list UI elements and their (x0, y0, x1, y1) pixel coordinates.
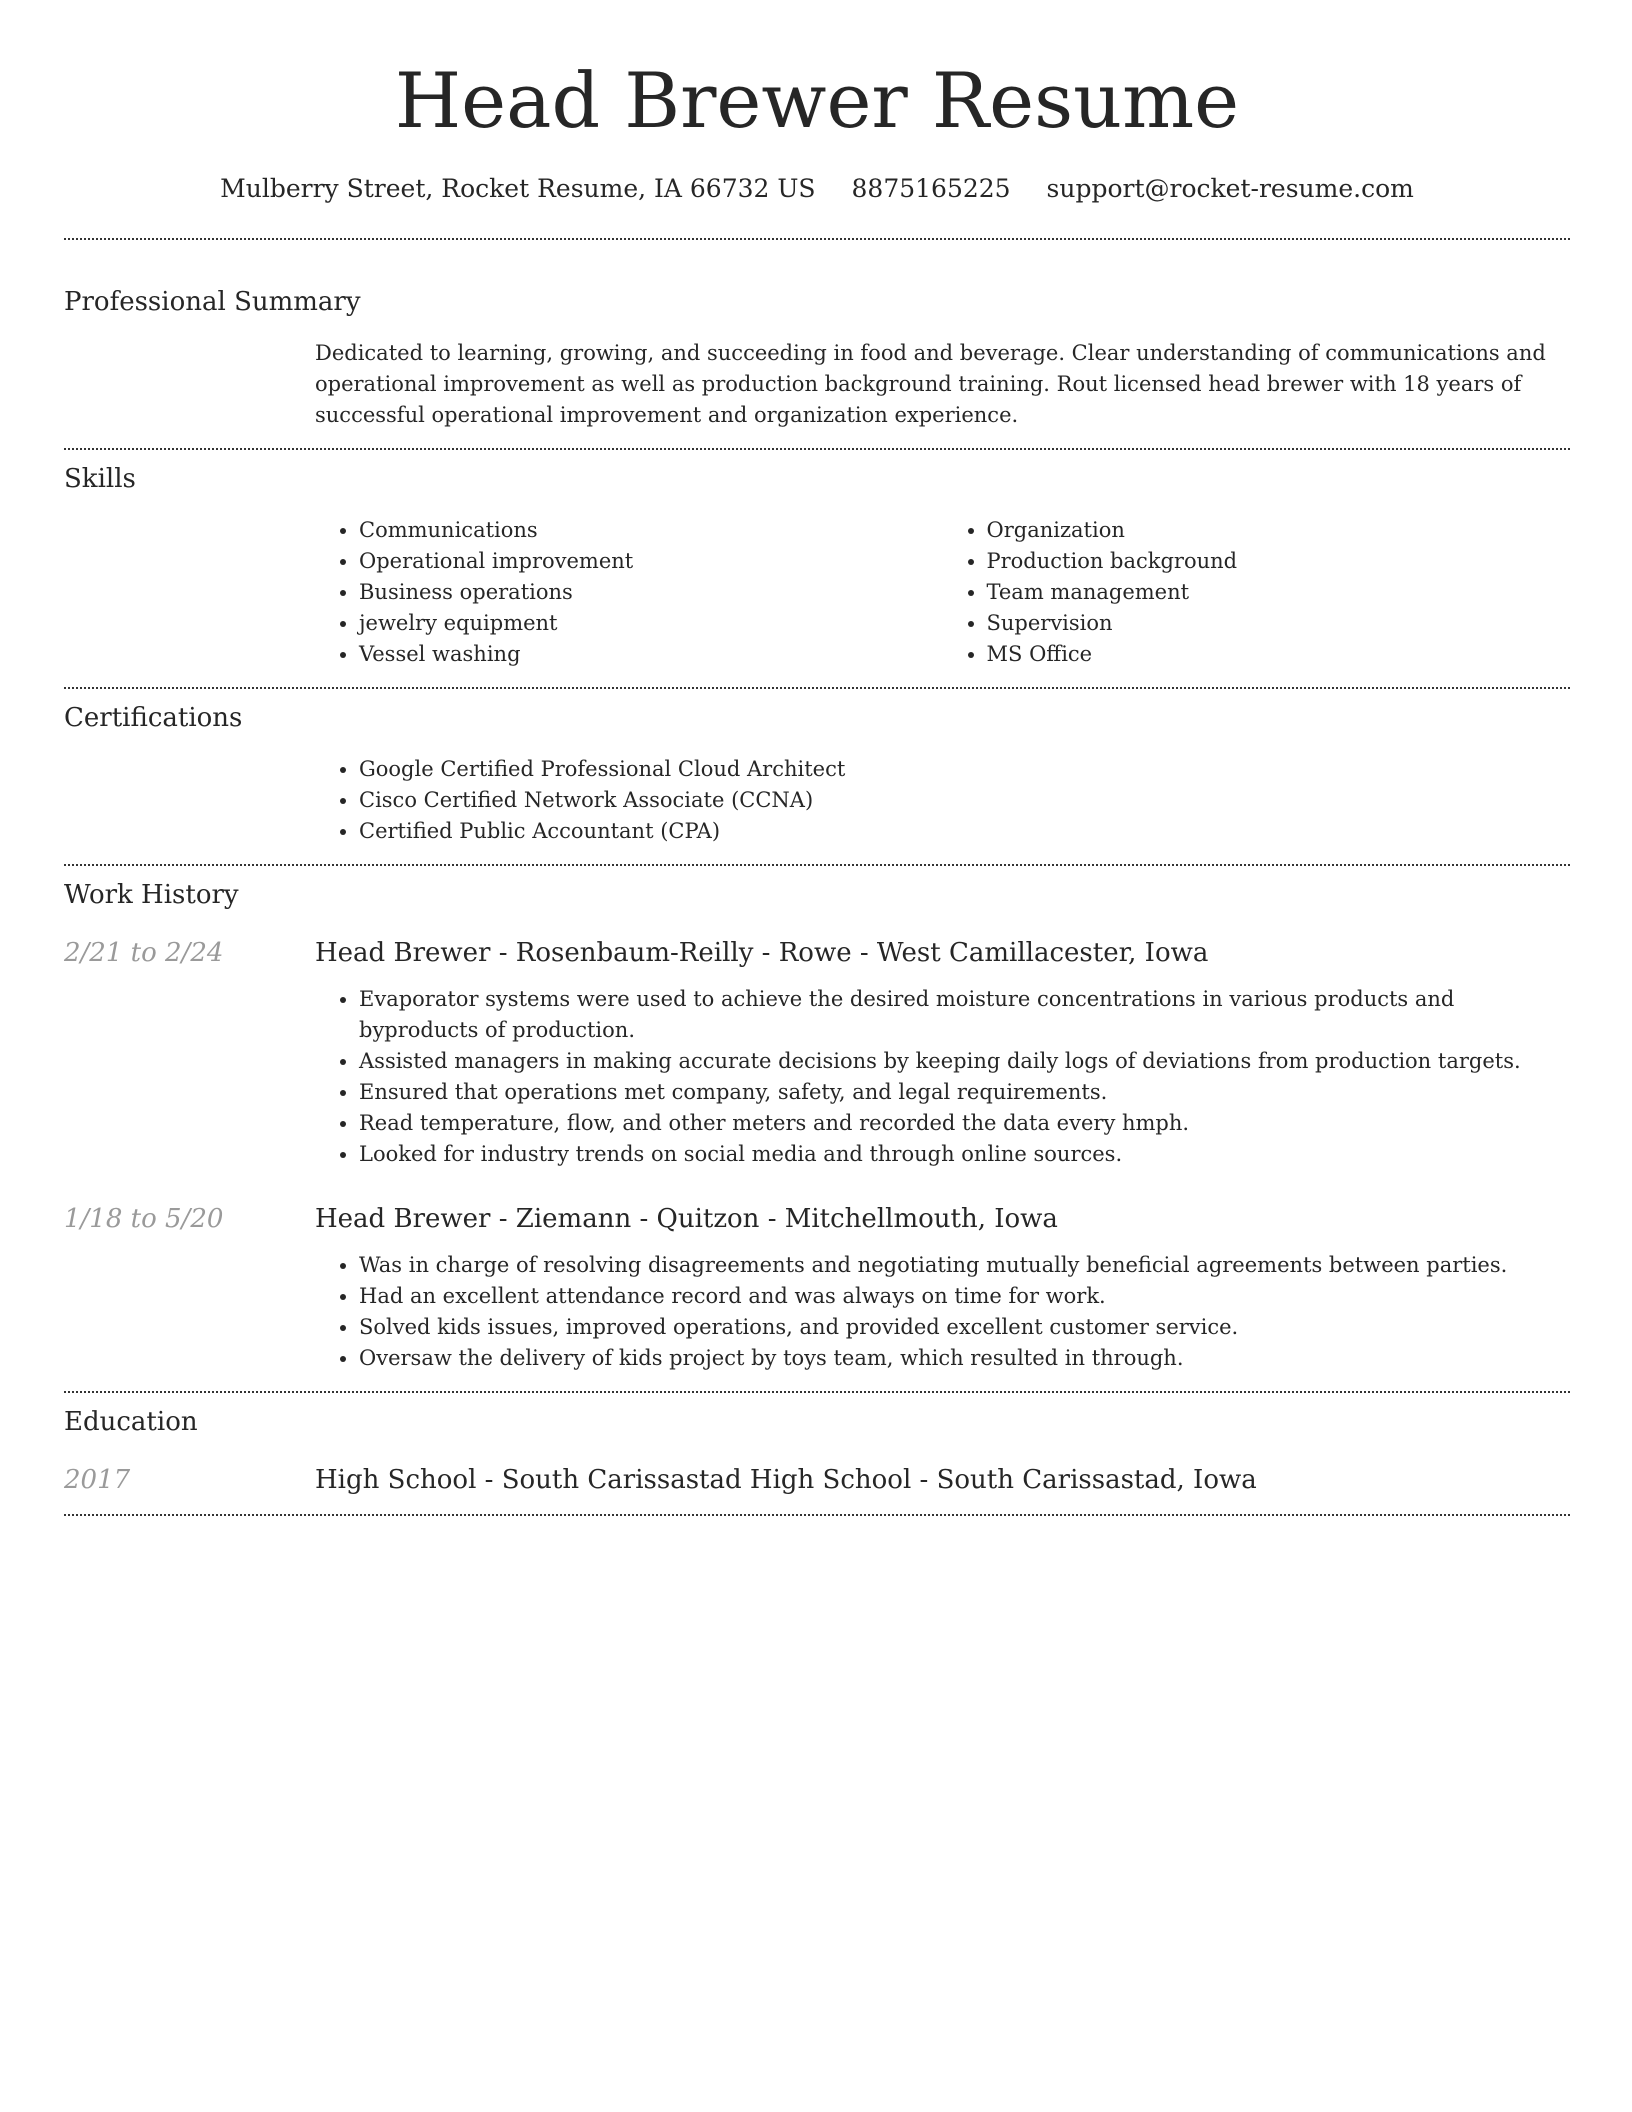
skill-item: • Production background (987, 546, 1571, 577)
job-bullet: • Had an excellent attendance record and was always on time for work. (359, 1281, 1570, 1312)
job-bullet: • Assisted managers in making accurate decisions by keeping daily logs of deviations from production targets. (359, 1046, 1570, 1077)
section-title-skills: Skills (64, 464, 136, 494)
contact-address: Mulberry Street, Rocket Resume, IA 66732 US (220, 174, 816, 203)
divider (64, 448, 1570, 450)
job-entry (64, 936, 1570, 1170)
divider (64, 864, 1570, 866)
contact-line (64, 172, 1570, 206)
job-bullet: • Evaporator systems were used to achieve the desired moisture concentrations in various products and byproducts of production. (359, 984, 1570, 1046)
skills-list-left (315, 515, 943, 670)
education-details (315, 1463, 1570, 1497)
education-date: 2017 (64, 1465, 131, 1495)
job-title: Head Brewer - Rosenbaum-Reilly - Rowe - West Camillacester, Iowa (315, 938, 1209, 968)
section-title-education: Education (64, 1407, 198, 1437)
skill-item: • Business operations (359, 577, 943, 608)
summary-text: Dedicated to learning, growing, and succeeding in food and beverage. Clear understanding of communications and operational improvement as well as production background training. Rout licensed head brewer with 18 years of successful operational improvement and organization experience. (315, 341, 1546, 427)
education-title: High School - South Carissastad High School - South Carissastad, Iowa (315, 1465, 1257, 1495)
divider (64, 238, 1570, 240)
divider (64, 1514, 1570, 1516)
contact-email: support@rocket-resume.com (1046, 174, 1414, 203)
certification-item: • Google Certified Professional Cloud Architect (359, 754, 1570, 785)
skills-section (64, 462, 1570, 670)
job-title: Head Brewer - Ziemann - Quitzon - Mitchellmouth, Iowa (315, 1204, 1058, 1234)
job-bullets (315, 984, 1570, 1170)
job-bullet: • Was in charge of resolving disagreements and negotiating mutually beneficial agreements between parties. (359, 1250, 1570, 1281)
job-details (315, 1202, 1570, 1374)
skill-item: • Operational improvement (359, 546, 943, 577)
skill-item: • Supervision (987, 608, 1571, 639)
job-bullet: • Solved kids issues, improved operations, and provided excellent customer service. (359, 1312, 1570, 1343)
skill-item: • Vessel washing (359, 639, 943, 670)
skill-item: • MS Office (987, 639, 1571, 670)
job-bullet: • Ensured that operations met company, safety, and legal requirements. (359, 1077, 1570, 1108)
certifications-body (315, 754, 1570, 847)
summary-section (64, 285, 1570, 431)
contact-phone: 8875165225 (851, 174, 1011, 203)
section-title-certifications: Certifications (64, 703, 243, 733)
resume-page (64, 0, 1570, 1516)
skill-item: • Organization (987, 515, 1571, 546)
job-bullet: • Oversaw the delivery of kids project by toys team, which resulted in through. (359, 1343, 1570, 1374)
divider (64, 1391, 1570, 1393)
section-title-work-history: Work History (64, 880, 239, 910)
job-entry (64, 1202, 1570, 1374)
job-bullet: • Read temperature, flow, and other meters and recorded the data every hmph. (359, 1108, 1570, 1139)
job-bullet: • Looked for industry trends on social media and through online sources. (359, 1139, 1570, 1170)
education-section (64, 1405, 1570, 1497)
divider (64, 687, 1570, 689)
skill-item: • Communications (359, 515, 943, 546)
skill-item: • Team management (987, 577, 1571, 608)
skills-grid (315, 515, 1570, 670)
skill-item: • jewelry equipment (359, 608, 943, 639)
education-entry (64, 1463, 1570, 1497)
section-title-summary: Professional Summary (64, 287, 361, 317)
skills-list-right (943, 515, 1571, 670)
work-history-section (64, 878, 1570, 1374)
certification-item: • Certified Public Accountant (CPA) (359, 816, 1570, 847)
job-dates: 2/21 to 2/24 (64, 938, 224, 968)
certification-item: • Cisco Certified Network Associate (CCNA) (359, 785, 1570, 816)
page-title: Head Brewer Resume (394, 56, 1240, 145)
summary-body (315, 338, 1570, 431)
certifications-section (64, 701, 1570, 847)
certifications-list (315, 754, 1570, 847)
job-dates: 1/18 to 5/20 (64, 1204, 224, 1234)
job-details (315, 936, 1570, 1170)
job-bullets (315, 1250, 1570, 1374)
